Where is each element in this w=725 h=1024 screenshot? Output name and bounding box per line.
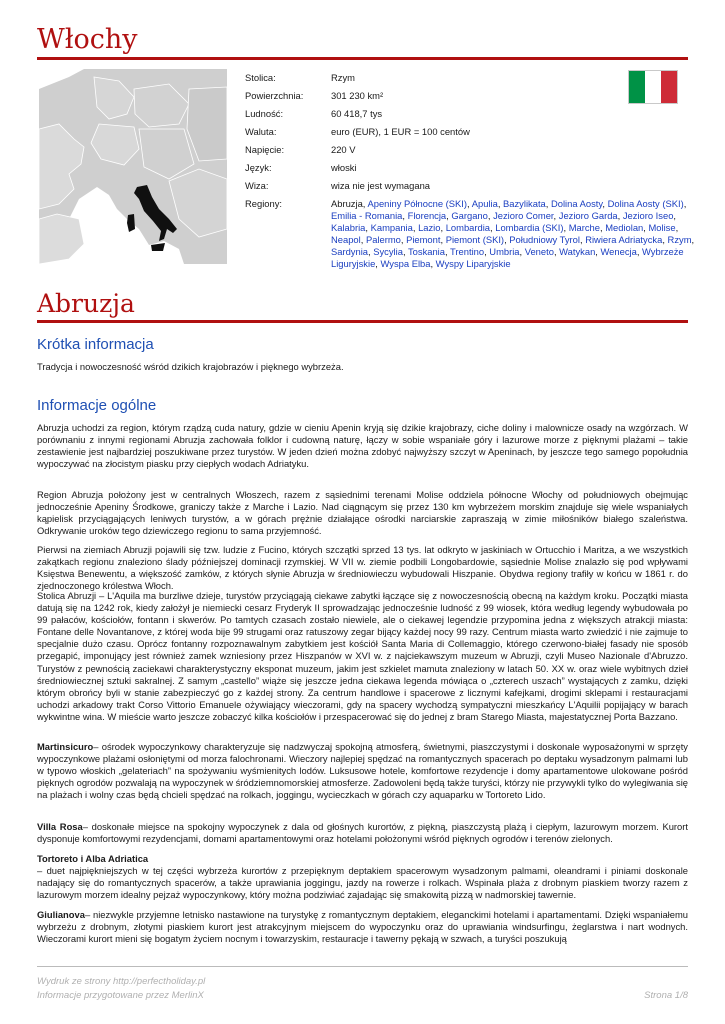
villa-rosa-name: Villa Rosa bbox=[37, 821, 83, 832]
region-link: Abruzja bbox=[331, 198, 363, 209]
flag-stripe-white bbox=[645, 71, 661, 103]
footer-credit: Informacje przygotowane przez MerlinX bbox=[37, 990, 204, 1001]
region-link[interactable]: Neapol bbox=[331, 234, 361, 245]
region-link[interactable]: Marche bbox=[568, 222, 600, 233]
fact-currency: Waluta: euro (EUR), 1 EUR = 100 centów bbox=[245, 126, 470, 137]
short-info-heading: Krótka informacja bbox=[37, 336, 154, 353]
region-link[interactable]: Jezioro Comer bbox=[493, 210, 554, 221]
region-link[interactable]: Gargano bbox=[451, 210, 488, 221]
paragraph-martinsicuro: Martinsicuro– ośrodek wypoczynkowy charakteryzuje się nadzwyczaj spokojną atmosferą, świetnymi, piaszczystymi i doskonale wyposażonymi w sprzęty wypoczynkowe plażami osłoniętymi od morza falochronami. Wieczory najlepiej spędzać na romantycznych spacerach po deptaku wysadzonym palmami lub w typowo włoskich „gelateriach” na spożywaniu wyśmienitych lodów. Luksusowe hotele, komfortowe rezydencje i domy apartamentowe ulokowane pośród pięknych ogrodów pozwalają na wypoczynek w śródziemnomorskiej atmosferze. Zadowoleni będą także turyści, którzy nie przywykli tylko do wylegiwania się na plażach i wolny czas będą chcieli spędzać na rolkach, joggingu, wycieczkach w górach czy aquaparku w Tortoreto Lido. bbox=[37, 741, 688, 801]
page-number: Strona 1/8 bbox=[644, 990, 688, 1001]
footer-source-link[interactable]: Wydruk ze strony http://perfectholiday.pl bbox=[37, 976, 206, 987]
region-link[interactable]: Apulia bbox=[471, 198, 498, 209]
region-link[interactable]: Apeniny Północne (SKI) bbox=[367, 198, 468, 209]
region-link[interactable]: Mediolan bbox=[605, 222, 644, 233]
region-link[interactable]: Veneto bbox=[524, 246, 554, 257]
region-link[interactable]: Emilia - Romania bbox=[331, 210, 403, 221]
regions-list: Abruzja, Apeniny Północne (SKI), Apulia, Bazylikata, Dolina Aosty, Dolina Aosty (SKI), Emilia - Romania, Florencja, Gargano, Jezioro Comer, Jezioro Garda, Jezioro Iseo, Kalabria, Kampania, Lazio, Lombardia, Lombardia (SKI), Marche, Mediolan, Molise, Neapol, Palermo, Piemont, Piemont (SKI), Południowy Tyrol, Riwiera Adriatycka, Rzym, Sardynia, Sycylia, Toskania, Trentino, Umbria, Veneto, Watykan, Wenecja, Wybrzeże Liguryjskie, Wyspa Elba, Wyspy Liparyjskie bbox=[331, 198, 695, 269]
paragraph-villa-rosa: Villa Rosa– doskonałe miejsce na spokojny wypoczynek z dala od głośnych kurortów, z piękną, piaszczystą plażą i ciepłym, lazurowym morzem. Kurort dysponuje komfortowymi rezydencjami, domami apartamentowymi oraz hotelami położonymi wśród pięknych ogrodów i terenów zielonych. bbox=[37, 821, 688, 845]
general-info-heading: Informacje ogólne bbox=[37, 397, 157, 414]
region-link[interactable]: Watykan bbox=[559, 246, 596, 257]
fact-visa: Wiza: wiza nie jest wymagana bbox=[245, 180, 431, 191]
paragraph-tortoreto: Tortoreto i Alba Adriatica – duet najpiękniejszych w tej części wybrzeża kurortów z przepięknym deptakiem spacerowym wysadzonym palmami, oleandrami i piniami doskonale nadający się do romantycznych spacerów, a także uprawiania joggingu, jazdy na rowerze i rolkach. Wspinała plaża z drobnym piaskiem tworzy razem z lazurowym morzem idealny pejzaż wypoczynkowy, który można podziwiać zajadając się smakowitą pizzą w nadmorskiej tawernie. bbox=[37, 853, 688, 901]
fact-voltage: Napięcie: 220 V bbox=[245, 144, 356, 155]
region-link[interactable]: Dolina Aosty bbox=[550, 198, 603, 209]
paragraph-location: Region Abruzja położony jest w centralnych Włoszech, razem z sąsiednimi terenami Molise oddziela północne Włochy od południowych obejmując jednocześnie Apeniny Środkowe, graniczy także z Marche i Lazio. Nad ciągnącym się przez 130 km wybrzeżem morskim znajduje się wiele wspaniałych kąpielisk przyciągających leniwych turystów, a w górach prężnie działające ośrodki narciarskie zapraszają w zimie miłośników białego szaleństwa. Odkrywanie uroków tego dziewiczego regionu to sama przyjemność. bbox=[37, 489, 688, 537]
region-link[interactable]: Dolina Aosty (SKI) bbox=[607, 198, 684, 209]
region-link[interactable]: Umbria bbox=[489, 246, 520, 257]
europe-map-image bbox=[39, 69, 227, 264]
fact-population: Ludność: 60 418,7 tys bbox=[245, 108, 383, 119]
flag-stripe-red bbox=[661, 71, 677, 103]
region-link[interactable]: Kalabria bbox=[331, 222, 366, 233]
paragraph-laquila: Stolica Abruzji – L'Aquila ma burzliwe dzieje, turystów przyciągają ciekawe zabytki łączące się z nowoczesnością obecną na każdym kroku. Początki miasta datują się na 1242 rok, kiedy założył je niemiecki cesarz Fryderyk II sprowadzając jednocześnie ludność z 99 wiosek, która według legendy wybudowała po 99 pałaców, kościołów, fontann i skwerów. Po tamtych czasach zostało niewiele, ale o ciekawej legendzie przypomina jedna z większych atrakcji miasta: Fontane delle Novantanove, z której woda bije 99 strugami oraz ratuszowy zegar bijący każdej nocy 99 razy. Centrum miasta warto zwiedzić i nie zajmuje to specjalnie dużo czasu. Oprócz fontanny rozpoznawalnym zabytkiem jest kościół Santa Maria di Collemaggio, którego czerwono-białej fasady nie sposób przegapić, imponujący jest również zamek wzniesiony przez Hiszpanów w XVI w. z najciekawszym muzeum w Abruzji, czyli Museo Nazionale d'Abruzzo. Turystów z pewnością zaciekawi charakterystyczny eksponat muzeum, jakim jest szkielet mamuta znaleziony w latach 50. XX w. oraz wiele wybitnych dzieł średniowiecznej sztuki sakralnej. Z samym „castello” wiąże się jeszcze jedna ciekawa legenda mówiąca o „czterech uszach” wystających z zamku, dzięki którym obrońcy byli w stanie zabezpieczyć go z każdej strony. Za centrum handlowe i spacerowe z licznymi kafejkami, drogimi sklepami i restauracjami uchodzi arkadowy trakt Corso Vittorio Emanuele ożywiający wieczorami, gdy na spacery wychodzą sympatyczni mieszkańcy L'Aquilii popijający w barach wykwintne wina. W mieście warto jeszcze zobaczyć kilka kościołów i przespacerować się do jednej z bram Starego Miasta, majestatycznej Porta Bazzano. bbox=[37, 590, 688, 722]
title-rule bbox=[37, 57, 688, 60]
region-link[interactable]: Lazio bbox=[418, 222, 441, 233]
region-link[interactable]: Wyspa Elba bbox=[380, 258, 431, 269]
region-link[interactable]: Kampania bbox=[370, 222, 413, 233]
giulianova-name: Giulianova bbox=[37, 909, 85, 920]
fact-area: Powierzchnia: 301 230 km² bbox=[245, 90, 384, 101]
region-link[interactable]: Wybrzeże Liguryjskie bbox=[331, 246, 684, 269]
region-link[interactable]: Toskania bbox=[407, 246, 445, 257]
paragraph-giulianova: Giulianova– niezwykle przyjemne letnisko nastawione na turystykę z romantycznym deptakiem, eleganckimi hotelami i apartamentami. Dzięki wspaniałemu wybrzeżu z drobnym, złotymi piaskiem kurort jest atrakcyjnym miejscem do wypoczynku oraz do uprawiania windsurfingu, żeglarstwa i nart wodnych. Wieczorami kurort mieni się bogatym życiem nocnym i towarzyskim, restauracje i tawerny pękają w szwach, a turyści poszukują bbox=[37, 909, 688, 945]
region-link[interactable]: Wyspy Liparyjskie bbox=[435, 258, 511, 269]
region-link[interactable]: Bazylikata bbox=[503, 198, 546, 209]
paragraph-intro: Abruzja uchodzi za region, którym rządzą cuda natury, gdzie w cieniu Apenin kryją się dzikie krajobrazy, ciche doliny i malownicze osady na wzgórzach. W porównaniu z innymi regionami Abruzja zachowała folklor i cudowną naturę, łączy w sobie wspaniałe góry i lazurowe morze z pięknymi plażami – takie zestawienie jest najbardziej poszukiwane przez turystów. W jeden dzień można zdobyć najwyższy szczyt w Apeninach, by jeszcze tego samego popołudnia wypoczywać na złocistym piasku przy ciepłych wodach Adriatyku. bbox=[37, 422, 688, 470]
region-link[interactable]: Lombardia bbox=[445, 222, 491, 233]
fact-capital: Stolica: Rzym bbox=[245, 72, 355, 83]
italy-flag-image bbox=[628, 70, 678, 104]
region-link[interactable]: Piemont bbox=[406, 234, 441, 245]
fact-language: Język: włoski bbox=[245, 162, 357, 173]
region-link[interactable]: Florencja bbox=[407, 210, 447, 221]
region-link[interactable]: Wenecja bbox=[600, 246, 637, 257]
region-link[interactable]: Sycylia bbox=[373, 246, 403, 257]
region-link[interactable]: Jezioro Garda bbox=[558, 210, 618, 221]
region-title: Abruzja bbox=[37, 289, 135, 318]
region-link[interactable]: Lombardia (SKI) bbox=[495, 222, 564, 233]
region-link[interactable]: Sardynia bbox=[331, 246, 369, 257]
region-link[interactable]: Trentino bbox=[450, 246, 485, 257]
short-info-text: Tradycja i nowoczesność wśród dzikich krajobrazów i pięknego wybrzeża. bbox=[37, 361, 344, 372]
fact-regions: Regiony: Abruzja, Apeniny Północne (SKI), Apulia, Bazylikata, Dolina Aosty, Dolina Aosty (SKI), Emilia - Romania, Florencja, Gargano, Jezioro Comer, Jezioro Garda, Jezioro Iseo, Kalabria, Kampania, Lazio, Lombardia, Lombardia (SKI), Marche, Mediolan, Molise, Neapol, Palermo, Piemont, Piemont (SKI), Południowy Tyrol, Riwiera Adriatycka, Rzym, Sardynia, Sycylia, Toskania, Trentino, Umbria, Veneto, Watykan, Wenecja, Wybrzeże Liguryjskie, Wyspa Elba, Wyspy Liparyjskie bbox=[245, 198, 695, 269]
region-link[interactable]: Molise bbox=[648, 222, 676, 233]
region-link[interactable]: Palermo bbox=[365, 234, 401, 245]
tortoreto-name: Tortoreto i Alba Adriatica bbox=[37, 853, 149, 864]
region-link[interactable]: Riwiera Adriatycka bbox=[585, 234, 663, 245]
region-link[interactable]: Rzym bbox=[667, 234, 692, 245]
region-link[interactable]: Piemont (SKI) bbox=[445, 234, 505, 245]
region-title-rule bbox=[37, 320, 688, 323]
flag-stripe-green bbox=[629, 71, 645, 103]
country-title: Włochy bbox=[37, 24, 138, 55]
martinsicuro-name: Martinsicuro bbox=[37, 741, 94, 752]
footer-rule bbox=[37, 966, 688, 967]
region-link[interactable]: Południowy Tyrol bbox=[509, 234, 580, 245]
region-link[interactable]: Jezioro Iseo bbox=[622, 210, 674, 221]
paragraph-history: Pierwsi na ziemiach Abruzji pojawili się tzw. ludzie z Fucino, których szczątki sprzed 13 tys. lat odkryto w jaskiniach w Ortucchio i Maritza, a we wszystkich zakątkach regionu znaleziono ślady późniejszej dominacji rzymskiej. W VII w. ziemie podbili Longobardowie, sąsiednie Molise znalazło się pod wpływami Księstwa Benewentu, a większość zamków, z których słynie Abruzja w średniowieczu wybudowali Hiszpanie. Obydwa regiony trafiły w końcu w 1861 r. do zjednoczonego królestwa Włoch. bbox=[37, 544, 688, 592]
